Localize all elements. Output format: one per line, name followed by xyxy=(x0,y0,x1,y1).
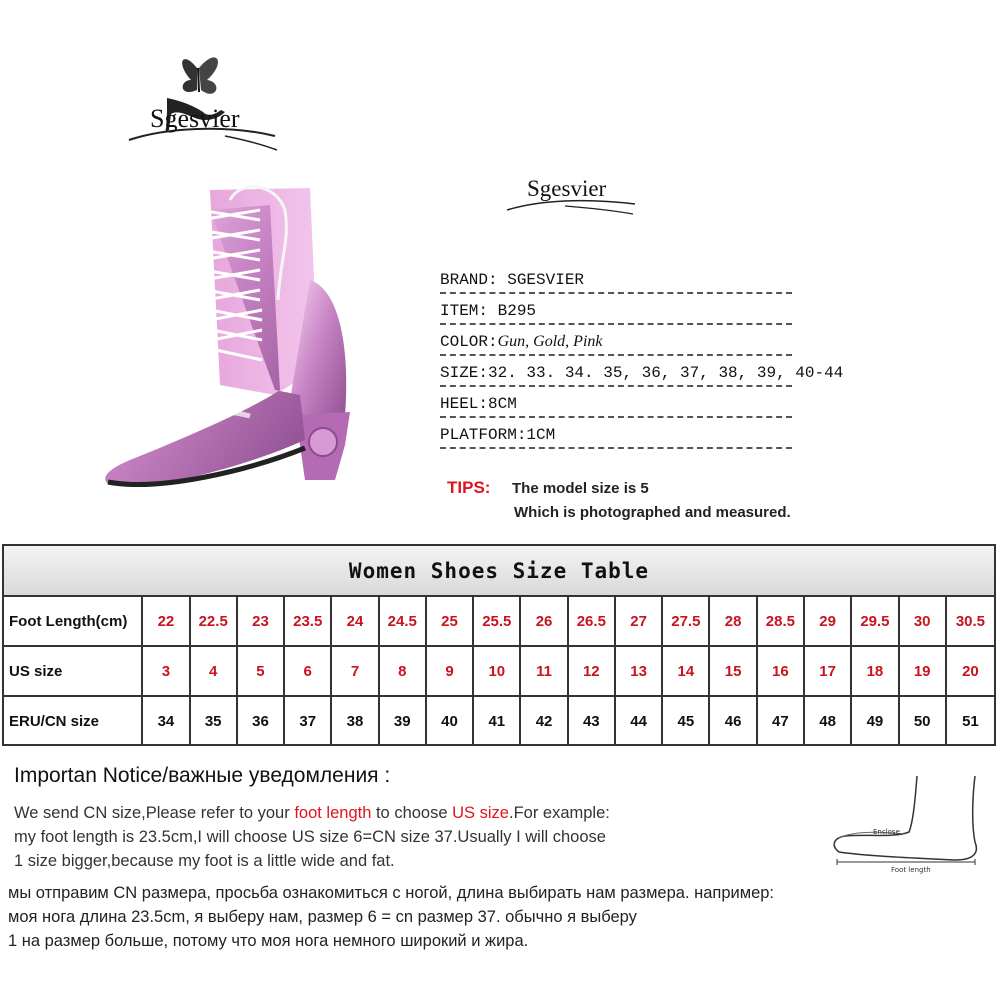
notice-ru-line-1: мы отправим CN размера, просьба ознакомиться с ногой, длина выбирать нам размера. например: xyxy=(8,884,775,902)
size-table-cell: 12 xyxy=(569,647,616,695)
foot-length-label: Foot length xyxy=(891,866,931,874)
size-table-cell: 29 xyxy=(805,597,852,645)
size-table-cell: 43 xyxy=(569,697,616,745)
size-table-cell: 27.5 xyxy=(663,597,710,645)
size-table-cell: 5 xyxy=(238,647,285,695)
size-table-cell: 14 xyxy=(663,647,710,695)
notice-ru-line-2: моя нога длина 23.5cm, я выберу нам, размер 6 = cn размер 37. обычно я выберу xyxy=(8,908,637,926)
size-table-cell: 4 xyxy=(191,647,238,695)
size-table-row-header: ERU/CN size xyxy=(4,697,143,745)
size-table-cell: 25.5 xyxy=(474,597,521,645)
size-table-cell: 7 xyxy=(332,647,379,695)
size-table-cell: 16 xyxy=(758,647,805,695)
spec-size: SIZE:32. 33. 34. 35, 36, 37, 38, 39, 40-44 xyxy=(440,361,792,387)
size-table-title: Women Shoes Size Table xyxy=(348,558,650,583)
brand-logo-graphic xyxy=(125,40,285,155)
size-table-cell: 38 xyxy=(332,697,379,745)
size-table-cell: 11 xyxy=(521,647,568,695)
size-table-cell: 49 xyxy=(852,697,899,745)
foot-measurement-icon xyxy=(825,772,990,877)
size-table-cell: 47 xyxy=(758,697,805,745)
size-table-cell: 23.5 xyxy=(285,597,332,645)
size-table-title-row xyxy=(4,546,994,597)
tips-line-1: The model size is 5 xyxy=(512,480,649,497)
size-table-cell: 46 xyxy=(710,697,757,745)
size-table-cell: 39 xyxy=(380,697,427,745)
size-table-cell: 41 xyxy=(474,697,521,745)
size-table-cell: 22.5 xyxy=(191,597,238,645)
size-table-cell: 18 xyxy=(852,647,899,695)
us-size-row xyxy=(4,647,994,695)
size-table-cell: 19 xyxy=(900,647,947,695)
notice-en-line-3: 1 size bigger,because my foot is a little wide and fat. xyxy=(14,852,395,870)
spec-brand: BRAND: SGESVIER xyxy=(440,268,792,294)
notice-ru-line-3: 1 на размер больше, потому что моя нога немного широкий и жира. xyxy=(8,932,529,950)
size-table-cell: 45 xyxy=(663,697,710,745)
size-table-cell: 20 xyxy=(962,662,979,680)
spec-item: ITEM: B295 xyxy=(440,299,792,325)
foot-length-row xyxy=(4,597,994,645)
size-table-cell: 10 xyxy=(474,647,521,695)
product-boot-image xyxy=(100,180,400,510)
size-table-cell: 30 xyxy=(900,597,947,645)
size-table-cell: 26 xyxy=(521,597,568,645)
spec-heel: HEEL:8CM xyxy=(440,392,792,418)
size-table-cell: 37 xyxy=(285,697,332,745)
size-table-cell: 28 xyxy=(710,597,757,645)
tips-line-2: Which is photographed and measured. xyxy=(514,504,791,521)
size-table-cell: 25 xyxy=(427,597,474,645)
size-table xyxy=(2,544,996,746)
notice-en-line-2: my foot length is 23.5cm,I will choose US size 6=CN size 37.Usually I will choose xyxy=(14,828,606,846)
size-table-cell: 50 xyxy=(900,697,947,745)
size-table-cell: 26.5 xyxy=(569,597,616,645)
size-table-row-header: US size xyxy=(4,647,143,695)
size-table-cell: 17 xyxy=(805,647,852,695)
eu-cn-size-row xyxy=(4,697,994,745)
size-table-cell: 48 xyxy=(805,697,852,745)
size-table-cell: 6 xyxy=(285,647,332,695)
size-table-cell: 35 xyxy=(191,697,238,745)
spec-color: COLOR:Gun, Gold, Pink xyxy=(440,330,792,356)
size-table-row-header: Foot Length(cm) xyxy=(4,597,143,645)
notice-en-line-1: We send CN size,Please refer to your foot length to choose US size.For example: xyxy=(14,804,610,822)
size-table-cell: 8 xyxy=(380,647,427,695)
size-table-cell: 9 xyxy=(427,647,474,695)
size-table-cell: 13 xyxy=(616,647,663,695)
size-table-cell: 22 xyxy=(143,597,190,645)
size-table-cell: 24.5 xyxy=(380,597,427,645)
size-table-cell: 3 xyxy=(143,647,190,695)
brand-logo-small-text: Sgesvier xyxy=(527,176,607,201)
butterfly-icon xyxy=(182,57,218,93)
size-table-cell: 23 xyxy=(238,597,285,645)
foot-enclose-label: Enclose xyxy=(873,828,900,836)
size-table-cell: 24 xyxy=(332,597,379,645)
size-table-cell: 40 xyxy=(427,697,474,745)
size-table-cell: 15 xyxy=(710,647,757,695)
size-table-cell: 28.5 xyxy=(758,597,805,645)
size-table-cell: 29.5 xyxy=(852,597,899,645)
size-table-cell: 51 xyxy=(962,712,979,730)
brand-logo-text: Sgesvier xyxy=(150,104,240,133)
size-table-cell: 44 xyxy=(616,697,663,745)
size-table-cell: 34 xyxy=(143,697,190,745)
spec-platform: PLATFORM:1CM xyxy=(440,423,792,449)
size-table-cell: 27 xyxy=(616,597,663,645)
size-table-cell: 36 xyxy=(238,697,285,745)
notice-title: Importan Notice/важные уведомления : xyxy=(14,764,391,787)
size-table-cell: 42 xyxy=(521,697,568,745)
tips-label: TIPS: xyxy=(447,478,491,497)
size-table-cell: 30.5 xyxy=(955,612,986,630)
